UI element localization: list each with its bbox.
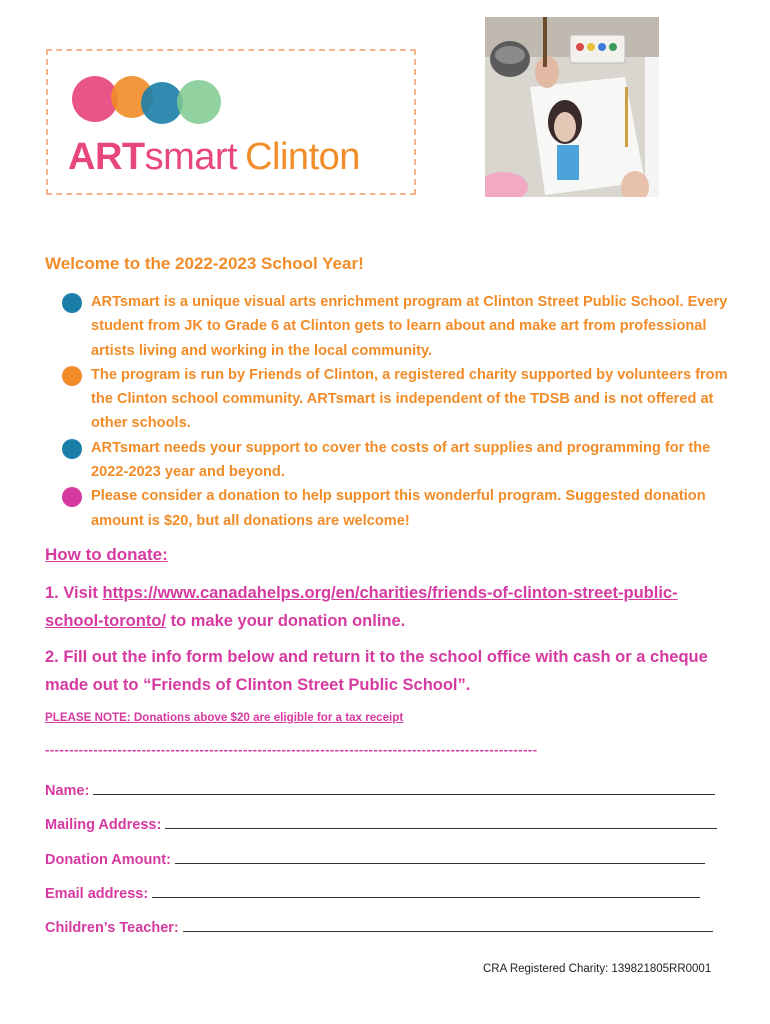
- donation-amount-blank[interactable]: [175, 849, 705, 864]
- mailing-address-field[interactable]: [45, 814, 717, 833]
- childrens-teacher-blank[interactable]: [183, 917, 713, 932]
- teal-dot-icon: [62, 439, 82, 459]
- welcome-heading: Welcome to the 2022-2023 School Year!: [45, 254, 364, 273]
- name-field[interactable]: [45, 780, 715, 799]
- bullet-item: [62, 484, 732, 533]
- childrens-teacher-field[interactable]: [45, 917, 713, 936]
- bullet-item: [62, 363, 732, 436]
- name-label: Name:: [45, 783, 90, 799]
- bullet-item: [62, 290, 732, 363]
- teal-circle: [141, 82, 183, 124]
- bullet-text: ARTsmart needs your support to cover the costs of art supplies and programming for the 2022-2023 year and beyond.: [91, 439, 711, 481]
- name-blank[interactable]: [93, 780, 715, 795]
- logo-clinton: Clinton: [245, 136, 360, 178]
- bullet-text: Please consider a donation to help support this wonderful program. Suggested donation amount is $20, but all donations are welcome!: [91, 488, 706, 529]
- how-to-donate-heading: How to donate:: [45, 545, 168, 564]
- mailing-address-label: Mailing Address:: [45, 817, 162, 833]
- step-1: [45, 580, 735, 635]
- orange-dot-icon: [62, 366, 82, 386]
- magenta-dot-icon: [62, 487, 82, 507]
- bullet-list: [62, 290, 732, 533]
- logo-smart: smart: [144, 136, 238, 178]
- step1-prefix: 1. Visit: [45, 584, 103, 602]
- logo-wordmark: [68, 136, 360, 179]
- bullet-item: [62, 436, 732, 485]
- childrens-teacher-label: Children’s Teacher:: [45, 920, 179, 936]
- bullet-text: The program is run by Friends of Clinton, a registered charity supported by volunteers from the Clinton school community. ARTsmart is independent of the TDSB and is not offered at other schools.: [91, 366, 728, 432]
- mailing-address-blank[interactable]: [165, 814, 717, 829]
- bullet-text: ARTsmart is a unique visual arts enrichment program at Clinton Street Public School. Every student from JK to Grade 6 at Clinton gets to learn about and make art from professional artists living and working in the local community.: [91, 294, 728, 359]
- step1-suffix: to make your donation online.: [165, 611, 406, 630]
- donation-amount-field[interactable]: [45, 849, 705, 868]
- cra-registration: CRA Registered Charity: 139821805RR0001: [483, 963, 712, 975]
- email-address-label: Email address:: [45, 886, 149, 902]
- donation-amount-label: Donation Amount:: [45, 852, 171, 868]
- email-address-field[interactable]: [45, 883, 700, 902]
- email-address-blank[interactable]: [152, 883, 700, 898]
- canadahelps-link[interactable]: https://www.canadahelps.org/en/charities/friends-of-clinton-street-public-school-toronto/: [45, 584, 678, 630]
- photo-child-painting: [485, 17, 659, 197]
- tax-receipt-note: PLEASE NOTE: Donations above $20 are eligible for a tax receipt: [45, 711, 404, 724]
- logo-art: ART: [68, 136, 145, 178]
- logo-circles: [48, 51, 414, 131]
- teal-dot-icon: [62, 293, 82, 313]
- green-circle: [177, 80, 221, 124]
- step-2: 2. Fill out the info form below and return it to the school office with cash or a cheque made out to “Friends of Clinton Street Public School”.: [45, 648, 708, 694]
- cut-line: ------------------------------------------------------------------------------------------------------: [45, 742, 538, 757]
- logo-box: [46, 49, 416, 195]
